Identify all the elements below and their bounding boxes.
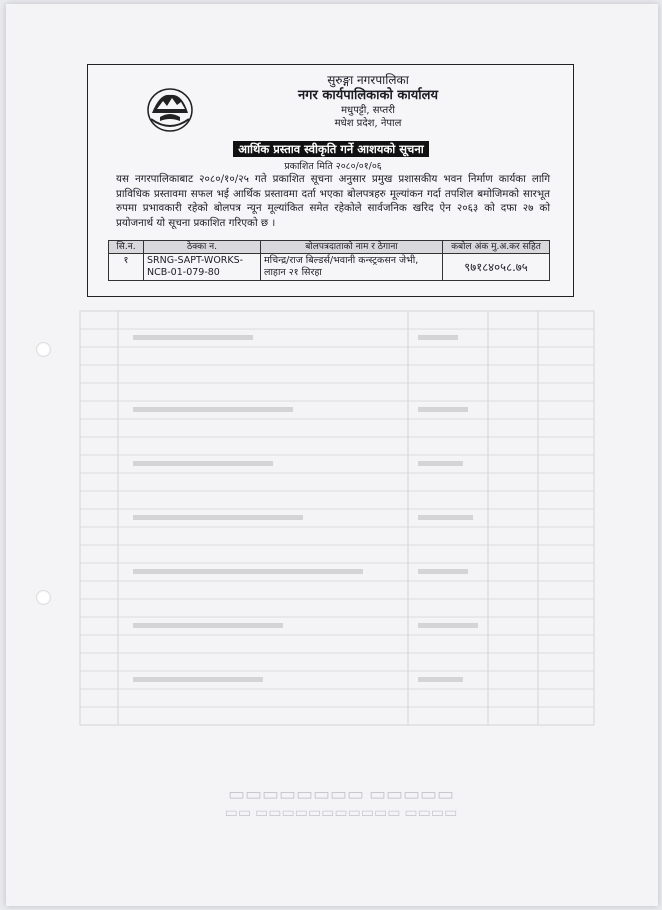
bleed-through-text: ▭▭▭▭▭ ▭▭▭▭▭▭▭▭: [227, 784, 455, 804]
bid-table: [108, 240, 550, 281]
address-line: मधेश प्रदेश, नेपाल: [334, 117, 402, 129]
punch-hole: [36, 342, 51, 357]
bleed-through-table: [78, 309, 596, 729]
cell-amount: ९७१८४०५८.७५: [443, 254, 550, 281]
procurement-notice: [87, 64, 574, 297]
municipality-name: सुरुङ्गा नगरपालिका: [327, 73, 409, 87]
address-line: मधुपट्टी, सप्तरी: [341, 104, 395, 116]
punch-hole: [36, 590, 51, 605]
notice-body: यस नगरपालिकाबाट २०८०/१०/२५ गते प्रकाशित सूचना अनुसार प्रमुख प्रशासकीय भवन निर्माण कार्यका लागि प्राविधिक प्रस्तावमा सफल भई आर्थिक प्रस्तावमा दर्ता भएका बोलपत्रहरु मूल्यांकन गर्दा तपशिल बमोजिमको सारभूत रुपमा प्रभावकारी रहेको बोलपत्र न्यून मूल्यांकित समेत रहेकोले सार्वजनिक खरिद ऐन २०६३ को दफा २७ को प्रयोजनार्थ यो सूचना प्रकाशित गरिएको छ ।: [116, 173, 550, 230]
header-bidder: बोलपत्रदाताको नाम र ठेगाना: [261, 241, 443, 254]
table-header-row: [109, 241, 550, 254]
cell-sn: १: [109, 254, 144, 281]
nepal-emblem-icon: [146, 87, 194, 133]
header-amount: कबोल अंक मु.अ.कर सहित: [443, 241, 550, 254]
header-sn: सि.न.: [109, 241, 144, 254]
notice-title: आर्थिक प्रस्ताव स्वीकृति गर्ने आशयको सूचना: [233, 141, 429, 157]
office-name: नगर कार्यपालिकाको कार्यालय: [297, 88, 439, 104]
header-contract-no: ठेक्का न.: [144, 241, 261, 254]
cell-bidder: मचिन्द्र/राज बिल्डर्स/भवानी कन्स्ट्रकसन जेभी, लाहान २१ सिरहा: [261, 254, 443, 281]
bleed-through-text: ▭▭▭▭ ▭▭▭▭▭▭▭▭▭▭▭ ▭▭: [224, 804, 458, 820]
table-row: [109, 254, 550, 281]
cell-contract-no: SRNG-SAPT-WORKS-NCB-01-079-80: [144, 254, 261, 281]
published-date: प्रकाशित मिति २०८०/०१/०६: [284, 161, 382, 172]
